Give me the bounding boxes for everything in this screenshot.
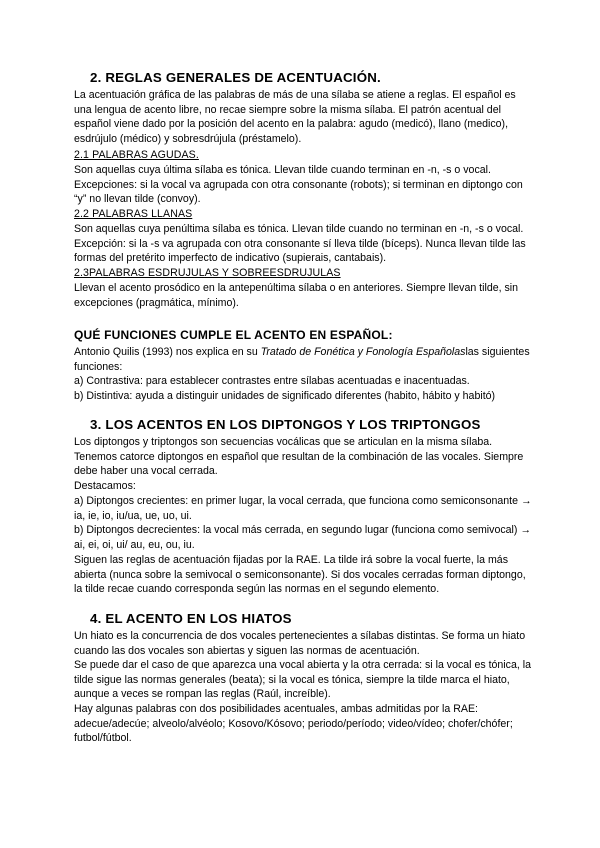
- agudas-title: 2.1 PALABRAS AGUDAS.: [74, 149, 199, 161]
- funciones-intro-after: las siguientes funciones:: [74, 346, 530, 373]
- esdrujulas-title: 2.3PALABRAS ESDRUJULAS Y SOBREESDRUJULAS: [74, 267, 341, 279]
- funciones-item-a: a) Contrastiva: para establecer contrastes entre sílabas acentuadas e inacentuadas.: [74, 375, 470, 387]
- esdrujulas-text: Llevan el acento prosódico en la antepenúltima sílaba o en anteriores. Siempre llevan tilde, sin excepciones (pragmática, mínimo).: [74, 282, 519, 309]
- funciones-heading: QUÉ FUNCIONES CUMPLE EL ACENTO EN ESPAÑOL:: [74, 328, 393, 342]
- section-4-p2: Se puede dar el caso de que aparezca una vocal abierta y la otra cerrada: si la vocal es tónica, la tilde sigue las normas generales (beata); si la vocal es tónica, siempre la tilde marca el hiato, aunque a veces se rompan las reglas (Raúl, increíble).: [74, 659, 531, 701]
- funciones-intro: [74, 345, 534, 374]
- section-3-reglas: Siguen las reglas de acentuación fijadas por la RAE. La tilde irá sobre la vocal fuerte, la más abierta (nunca sobre la semivocal o semiconsonante). Si dos vocales cerradas forman diptongo, la tilde recae cuando corresponda según las normas en el segundo elemento.: [74, 554, 526, 596]
- llanas-text: Son aquellas cuya penúltima sílaba es tónica. Llevan tilde cuando no terminan en -n, -s o vocal. Excepción: si la -s va agrupada con otra consonante sí lleva tilde (bíceps). Nunca llevan tilde las formas del pretérito imperfecto de indicativo (supierais, cantabais).: [74, 223, 526, 265]
- funciones-item-b: b) Distintiva: ayuda a distinguir unidades de significado diferentes (habito, hábito y habitó): [74, 390, 496, 402]
- section-2-heading: 2. REGLAS GENERALES DE ACENTUACIÓN.: [90, 70, 381, 85]
- section-4-heading: 4. EL ACENTO EN LOS HIATOS: [90, 611, 292, 626]
- section-3-heading: 3. LOS ACENTOS EN LOS DIPTONGOS Y LOS TRIPTONGOS: [90, 417, 481, 432]
- funciones-intro-before: Antonio Quilis (1993) nos explica en su: [74, 346, 261, 358]
- llanas-title: 2.2 PALABRAS LLANAS: [74, 208, 193, 220]
- section-3-item-b: b) Diptongos decrecientes: la vocal más cerrada, en segundo lugar (funciona como semivocal) → ai, ei, oi, ui/ au, eu, ou, iu.: [74, 524, 531, 551]
- section-2-intro: La acentuación gráfica de las palabras de más de una sílaba se atiene a reglas. El español es una lengua de acento libre, no recae siempre sobre la misma sílaba. El patrón acentual del español viene dado por la posición del acento en la palabra: agudo (medicó), llano (medico), esdrújulo (médico) y sobresdrújula (préstamelo).: [74, 89, 516, 145]
- section-4-p1: Un hiato es la concurrencia de dos vocales pertenecientes a sílabas distintas. Se forma un hiato cuando las dos vocales son abiertas y siguen las normas de acentuación.: [74, 630, 526, 657]
- section-3-item-a: a) Diptongos crecientes: en primer lugar, la vocal cerrada, que funciona como semiconsonante → ia, ie, io, iu/ua, ue, uo, ui.: [74, 495, 532, 522]
- section-3-intro: Los diptongos y triptongos son secuencias vocálicas que se articulan en la misma sílaba. Tenemos catorce diptongos en español que resultan de la combinación de las vocales. Siempre debe haber una vocal cerrada.: [74, 436, 524, 478]
- agudas-text: Son aquellas cuya última sílaba es tónica. Llevan tilde cuando terminan en -n, -s o vocal. Excepciones: si la vocal va agrupada con otra consonante (robots); si terminan en diptongo con “y” no llevan tilde (convoy).: [74, 164, 523, 206]
- section-4-p3: Hay algunas palabras con dos posibilidades acentuales, ambas admitidas por la RAE: adecue/adecúe; alveolo/alvéolo; Kosovo/Kósovo; periodo/período; video/vídeo; chofer/chófer; futbol/fútbol.: [74, 703, 513, 745]
- section-3-destacamos: Destacamos:: [74, 480, 136, 492]
- funciones-book-title: Tratado de Fonética y Fonología Españolas: [260, 346, 466, 358]
